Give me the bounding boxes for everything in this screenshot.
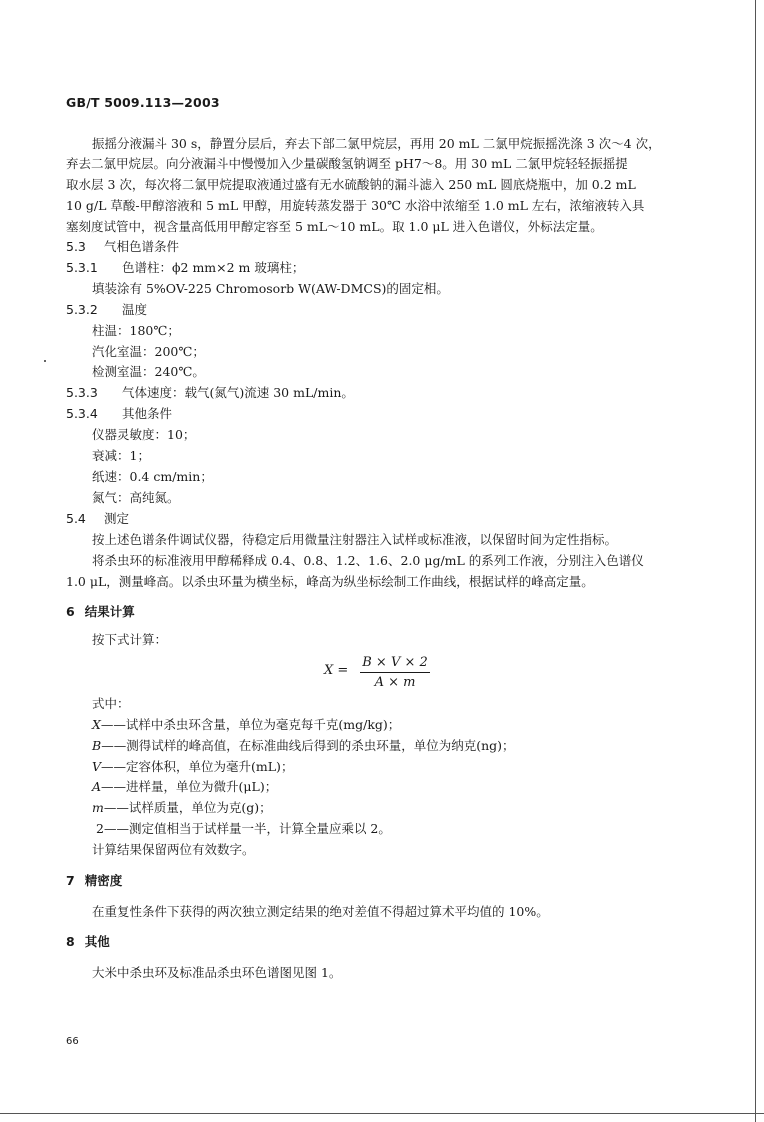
temperature-item: 柱温：180℃； — [92, 323, 180, 338]
symbol-definition — [92, 715, 400, 734]
symbol-definition — [92, 736, 515, 755]
formula-intro: 按下式计算： — [92, 632, 168, 647]
section-5-3-4-heading — [66, 404, 172, 423]
section-title: 温度 — [122, 302, 148, 317]
page-edge-bottom — [0, 1113, 764, 1114]
condition-item: 仪器灵敏度：10； — [92, 427, 196, 442]
para-line: 塞刻度试管中，视含量高低用甲醇定容至 5 mL～10 mL。取 1.0 μL 进入色谱仪，外标法定量。 — [66, 219, 603, 234]
other-text: 大米中杀虫环及标准品杀虫环色谱图见图 1。 — [92, 965, 342, 980]
section-6-heading — [66, 602, 135, 621]
section-5-3-1 — [66, 258, 304, 277]
column-packing-line: 填装涂有 5%OV-225 Chromosorb W(AW-DMCS)的固定相。 — [92, 281, 449, 296]
procedure-line: 将杀虫环的标准液用甲醇稀释成 0.4、0.8、1.2、1.6、2.0 μg/mL 的系列工作液，分别注入色谱仪 — [92, 553, 644, 568]
procedure-line: 1.0 μL，测量峰高。以杀虫环量为横坐标，峰高为纵坐标绘制工作曲线，根据试样的峰高定量。 — [66, 574, 594, 589]
symbol: V — [92, 759, 102, 774]
temperature-item: 汽化室温：200℃； — [92, 344, 205, 359]
section-7-heading — [66, 871, 122, 890]
section-number: 5.3.4 — [66, 406, 98, 421]
para-line: 10 g/L 草酸-甲醇溶液和 5 mL 甲醇，用旋转蒸发器于 30℃ 水浴中浓缩至 1.0 mL 左右，浓缩液转入具 — [66, 198, 645, 213]
formula-numerator: B × V × 2 — [362, 655, 428, 670]
where-label: 式中： — [92, 696, 130, 711]
condition-item: 纸速：0.4 cm/min； — [92, 469, 213, 484]
section-number: 5.3.2 — [66, 302, 98, 317]
precision-text: 在重复性条件下获得的两次独立测定结果的绝对差值不得超过算术平均值的 10%。 — [92, 904, 549, 919]
temperature-item: 检测室温：240℃。 — [92, 364, 205, 379]
significant-figures-note: 计算结果保留两位有效数字。 — [92, 842, 255, 857]
symbol: A — [92, 779, 102, 794]
definition: ——测得试样的峰高值，在标准曲线后得到的杀虫环量，单位为纳克(ng)； — [101, 738, 515, 753]
section-number: 7 — [66, 873, 75, 888]
condition-item: 氮气：高纯氮。 — [92, 490, 180, 505]
section-number: 8 — [66, 934, 75, 949]
formula-lhs: X = — [324, 663, 349, 678]
condition-item: 衰减：1； — [92, 448, 150, 463]
formula-denominator: A × m — [374, 675, 416, 690]
definition: ——测定值相当于试样量一半，计算全量应乘以 2。 — [103, 821, 391, 836]
section-title: 气相色谱条件 — [104, 239, 180, 254]
formula-fraction — [360, 654, 430, 691]
section-number: 6 — [66, 604, 75, 619]
section-number: 5.3.3 — [66, 385, 98, 400]
section-number: 5.4 — [66, 511, 86, 526]
section-5-3-3 — [66, 383, 354, 402]
page-edge-right — [755, 0, 756, 1122]
para-line: 取水层 3 次，每次将二氯甲烷提取液通过盛有无水硫酸钠的漏斗滤入 250 mL 圆底烧瓶中，加 0.2 mL — [66, 177, 636, 192]
section-title: 精密度 — [84, 873, 123, 888]
para-line: 振摇分液漏斗 30 s，静置分层后，弃去下部二氯甲烷层，再用 20 mL 二氯甲烷振摇洗涤 3 次～4 次， — [92, 136, 661, 151]
definition: ——试样中杀虫环含量，单位为毫克每千克(mg/kg)； — [100, 717, 401, 732]
definition: ——定容体积，单位为毫升(mL)； — [101, 759, 294, 774]
symbol: B — [92, 738, 102, 753]
symbol: 2 — [96, 821, 104, 836]
scan-speck — [44, 360, 46, 362]
para-line: 弃去二氯甲烷层。向分液漏斗中慢慢加入少量碳酸氢钠调至 pH7～8。用 30 mL 二氯甲烷轻轻振摇提 — [66, 156, 628, 171]
section-title: 其他 — [84, 934, 110, 949]
section-text: 色谱柱：ϕ2 mm×2 m 玻璃柱； — [122, 260, 305, 275]
definition: ——进样量，单位为微升(μL)； — [101, 779, 278, 794]
section-5-3-heading — [66, 237, 179, 256]
section-title: 结果计算 — [84, 604, 135, 619]
procedure-line: 按上述色谱条件调试仪器，待稳定后用微量注射器注入试样或标准液，以保留时间为定性指标。 — [92, 532, 618, 547]
symbol: X — [92, 717, 101, 732]
standard-number-header: GB/T 5009.113—2003 — [66, 95, 220, 110]
symbol: m — [92, 800, 104, 815]
section-8-heading — [66, 932, 110, 951]
symbol-definition — [92, 777, 277, 796]
section-5-3-2-heading — [66, 300, 147, 319]
section-title: 其他条件 — [122, 406, 173, 421]
section-number: 5.3 — [66, 239, 86, 254]
section-5-4-heading — [66, 509, 129, 528]
symbol-definition — [96, 819, 391, 838]
page-number: 66 — [66, 1036, 79, 1047]
section-text: 气体速度：载气(氮气)流速 30 mL/min。 — [122, 385, 354, 400]
symbol-definition — [92, 798, 272, 817]
symbol-definition — [92, 757, 293, 776]
fraction-bar — [360, 672, 430, 673]
definition: ——试样质量，单位为克(g)； — [103, 800, 272, 815]
section-title: 测定 — [104, 511, 130, 526]
section-number: 5.3.1 — [66, 260, 98, 275]
